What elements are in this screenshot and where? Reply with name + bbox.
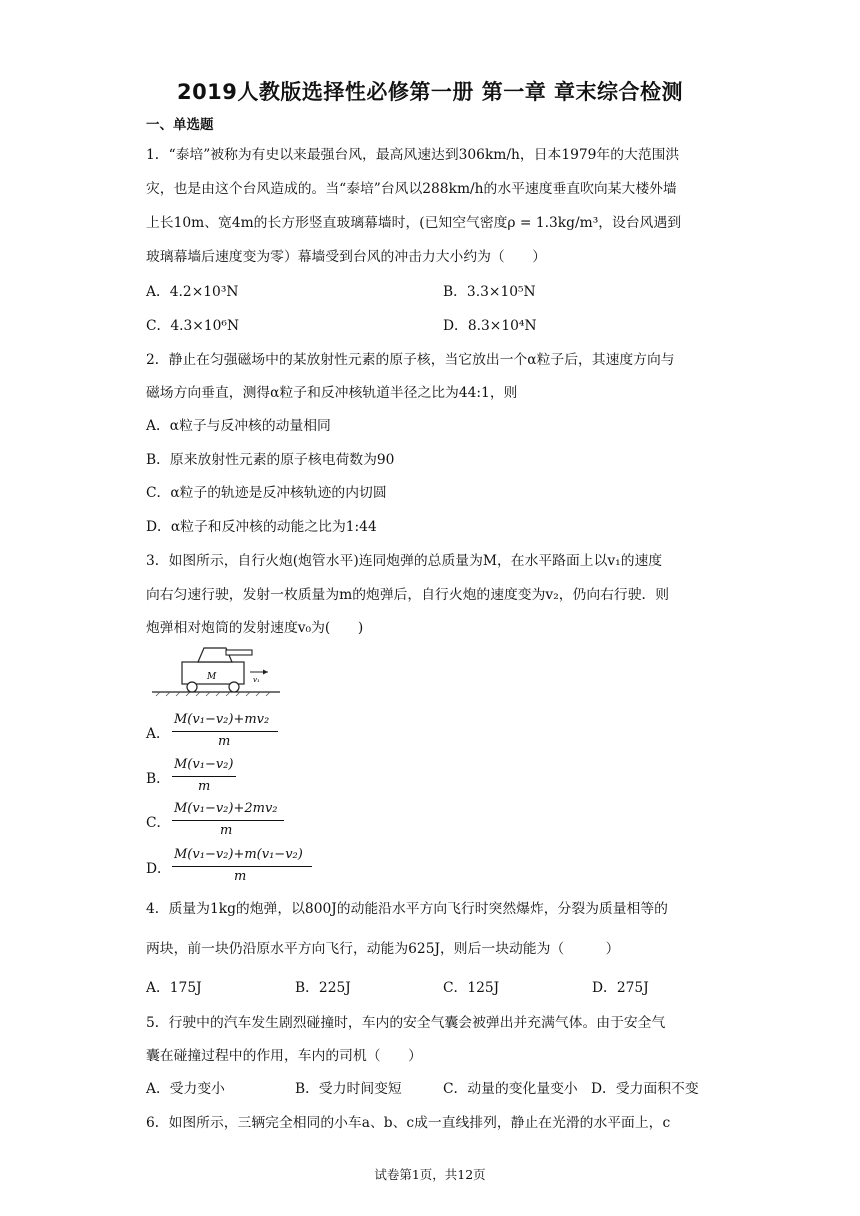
q3-option-a-denominator: m [218,734,231,749]
section-heading: 一、单选题 [146,117,214,133]
q3-option-a-label: A． [146,726,170,742]
q2-option-d: D．α粒子和反冲核的动能之比为1:44 [146,519,377,535]
q2-line-2: 磁场方向垂直，测得α粒子和反冲核轨道半径之比为44:1，则 [146,385,518,401]
q2-line-1: 2．静止在匀强磁场中的某放射性元素的原子核，当它放出一个α粒子后，其速度方向与 [146,352,675,368]
cannon-vehicle-figure [152,636,282,698]
q6-line-1: 6．如图所示，三辆完全相同的小车a、b、c成一直线排列，静止在光滑的水平面上，c [146,1115,671,1131]
q5-line-2: 囊在碰撞过程中的作用，车内的司机（ ） [146,1048,422,1064]
q3-option-c-numerator: M(v₁−v₂)+2mv₂ [174,801,278,816]
page-footer: 试卷第1页，共12页 [374,1167,486,1182]
q3-line-3: 炮弹相对炮筒的发射速度v₀为( ) [146,620,364,636]
q3-option-b-numerator: M(v₁−v₂) [174,757,234,772]
q1-option-c: C．4.3×10⁶N [146,318,240,334]
figure-mass-label: M [207,672,217,682]
q4-option-b: B．225J [295,980,351,996]
q2-option-a: A．α粒子与反冲核的动量相同 [146,418,331,434]
q5-option-d: D．受力面积不变 [591,1081,699,1097]
q5-option-a: A．受力变小 [146,1081,225,1097]
q2-option-b: B．原来放射性元素的原子核电荷数为90 [146,452,395,468]
q4-option-c: C．125J [443,980,500,996]
q4-option-d: D．275J [592,980,649,996]
q1-line-2: 灾，也是由这个台风造成的。当“泰培”台风以288km/h的水平速度垂直吹向某大楼外墙 [146,181,677,197]
fraction-bar [172,866,312,867]
q3-option-d-denominator: m [234,869,247,884]
q3-option-a-numerator: M(v₁−v₂)+mv₂ [174,712,270,727]
q3-option-d-numerator: M(v₁−v₂)+m(v₁−v₂) [174,847,303,862]
q4-line-2: 两块，前一块仍沿原水平方向飞行，动能为625J，则后一块动能为（ ） [146,941,620,957]
q5-line-1: 5．行驶中的汽车发生剧烈碰撞时，车内的安全气囊会被弹出并充满气体。由于安全气 [146,1015,666,1031]
q1-line-4: 玻璃幕墙后速度变为零）幕墙受到台风的冲击力大小约为（ ） [146,249,547,265]
q1-option-b: B．3.3×10⁵N [443,284,536,300]
fraction-bar [172,776,236,777]
page-title: 2019人教版选择性必修第一册 第一章 章末综合检测 [176,80,684,104]
q4-option-a: A．175J [146,980,202,996]
q3-line-1: 3．如图所示，自行火炮(炮管水平)连同炮弹的总质量为M，在水平路面上以v₁的速度 [146,553,663,569]
q4-line-1: 4．质量为1kg的炮弹，以800J的动能沿水平方向飞行时突然爆炸，分裂为质量相等的 [146,901,668,917]
fraction-bar [172,820,284,821]
q3-option-b-denominator: m [198,779,211,794]
q5-option-c: C．动量的变化量变小 [443,1081,578,1097]
q5-option-b: B．受力时间变短 [295,1081,402,1097]
q1-option-a: A．4.2×10³N [146,284,239,300]
fraction-bar [172,731,278,732]
q3-option-b-label: B． [146,771,170,787]
q3-line-2: 向右匀速行驶，发射一枚质量为m的炮弹后，自行火炮的速度变为v₂，仍向右行驶．则 [146,587,670,603]
q1-option-d: D．8.3×10⁴N [443,318,537,334]
q1-line-1: 1．“泰培”被称为有史以来最强台风，最高风速达到306km/h，日本1979年的大范围洪 [146,147,680,163]
q3-option-d-label: D． [146,861,171,877]
figure-velocity-label: v₁ [253,676,260,684]
q3-option-c-label: C． [146,815,171,831]
q2-option-c: C．α粒子的轨迹是反冲核轨迹的内切圆 [146,485,387,501]
q3-option-c-denominator: m [220,823,233,838]
q1-line-3: 上长10m、宽4m的长方形竖直玻璃幕墙时，(已知空气密度ρ = 1.3kg/m³，设台风遇到 [146,215,682,231]
